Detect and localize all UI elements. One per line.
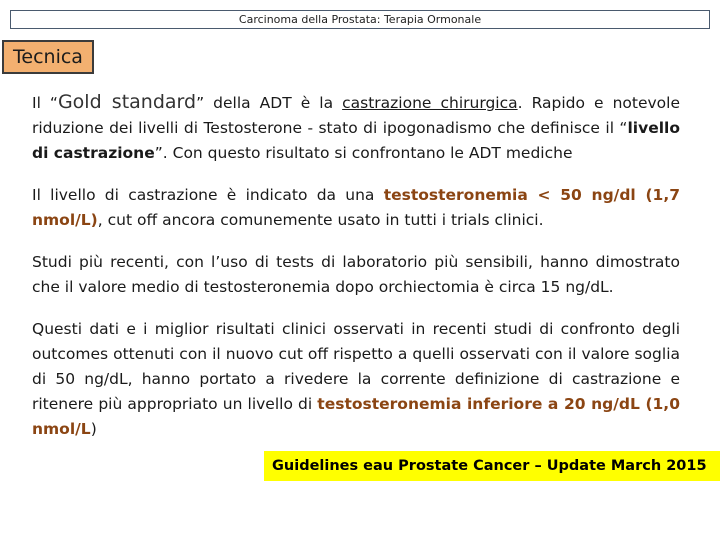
p2-text-a: Il livello di castrazione è indicato da una bbox=[32, 186, 384, 204]
p2-text-b: , cut off ancora comunemente usato in tutti i trials clinici. bbox=[97, 211, 544, 229]
section-label-tecnica: Tecnica bbox=[2, 40, 94, 74]
castration-level-term: livello di castrazione bbox=[32, 119, 680, 162]
p1-text-c: . Rapido e notevole riduzione dei livelli di Testosterone - stato di ipogonadismo che definisce il “ bbox=[32, 94, 680, 137]
p1-text-a: Il “ bbox=[32, 94, 58, 112]
p1-text-d: ”. Con questo risultato si confrontano le ADT mediche bbox=[154, 144, 573, 162]
slide-content bbox=[32, 90, 680, 459]
slide-title: Carcinoma della Prostata: Terapia Ormonale bbox=[10, 10, 710, 29]
p4-text-b: ) bbox=[90, 420, 97, 438]
threshold-50-highlight: testosteronemia < 50 ng/dl (1,7 nmol/L) bbox=[32, 186, 680, 229]
surgical-castration-term: castrazione chirurgica bbox=[342, 94, 518, 112]
paragraph-new-cutoff bbox=[32, 317, 680, 442]
paragraph-gold-standard bbox=[32, 90, 680, 166]
p1-text-b: ” della ADT è la bbox=[196, 94, 343, 112]
gold-standard-term: Gold standard bbox=[57, 91, 197, 113]
p4-text-a: Questi dati e i miglior risultati clinici osservati in recenti studi di confronto degli outcomes ottenuti con il nuovo cut off rispetto a quelli osservati con il valore soglia di 50 ng/dL, hanno portato a rivedere la corrente definizione di castrazione e ritenere più appropriato un livello di bbox=[32, 320, 680, 413]
citation-box: Guidelines eau Prostate Cancer – Update March 2015 bbox=[264, 451, 720, 481]
paragraph-castration-level bbox=[32, 183, 680, 233]
paragraph-recent-studies: Studi più recenti, con l’uso di tests di laboratorio più sensibili, hanno dimostrato che il valore medio di testosteronemia dopo orchiectomia è circa 15 ng/dL. bbox=[32, 253, 680, 296]
threshold-20-highlight: testosteronemia inferiore a 20 ng/dL (1,0 nmol/L bbox=[32, 395, 680, 438]
